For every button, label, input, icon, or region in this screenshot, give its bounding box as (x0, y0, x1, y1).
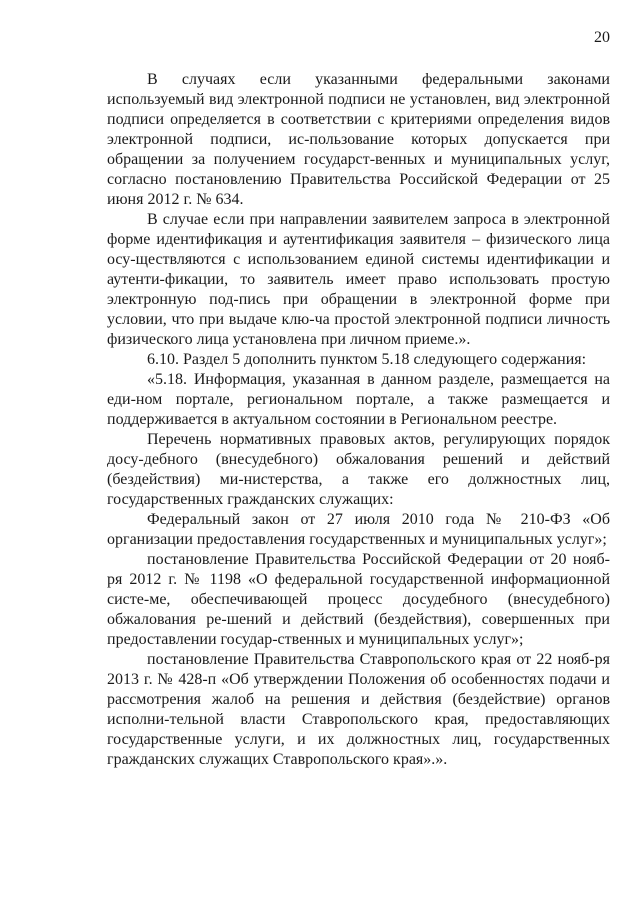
paragraph-amendment-6-10: 6.10. Раздел 5 дополнить пунктом 5.18 следующего содержания: (147, 351, 587, 368)
paragraph-legal-acts-list-intro: Перечень нормативных правовых актов, регулирующих порядок досу-дебного (внесудебного) обжалования решений и действий (бездействия) ми-нистерства, а также его должностных лиц, государственных гражданских служащих: (107, 431, 610, 508)
paragraph-resolution-1198: постановление Правительства Российской Федерации от 20 нояб-ря 2012 г. № 1198 «О федеральной государственной информационной систе-ме, обеспечивающей процесс досудебного (внесудебного) обжалования ре-шений и действий (бездействия), совершенных при предоставлении государ-ственных и муниципальных услуг»; (107, 551, 610, 648)
document-body (107, 70, 610, 770)
page-number: 20 (594, 29, 610, 46)
paragraph-resolution-428p: постановление Правительства Ставропольского края от 22 нояб-ря 2013 г. № 428-п «Об утверждении Положения об особенностях подачи и рассмотрения жалоб на решения и действия (бездействие) органов исполни-тельной власти Ставропольского края, предоставляющих государственные услуги, и их должностных лиц, государственных гражданских служащих Ставропольского края».». (107, 651, 610, 768)
paragraph-federal-law-210: Федеральный закон от 27 июля 2010 года № 210-ФЗ «Об организации предоставления государственных и муниципальных услуг»; (107, 511, 610, 548)
paragraph-identification: В случае если при направлении заявителем запроса в электронной форме идентификация и аутентификация заявителя – физического лица осу-ществляются с использованием единой системы идентификации и аутенти-фикации, то заявитель имеет право использовать простую электронную под-пись при обращении в электронной форме при условии, что при выдаче клю-ча простой электронной подписи личность физического лица установлена при личном приеме.». (107, 211, 610, 348)
paragraph-esign-type: В случаях если указанными федеральными законами используемый вид электронной подписи не установлен, вид электронной подписи определяется в соответствии с критериями определения видов электронной подписи, ис-пользование которых допускается при обращении за получением государст-венных и муниципальных услуг, согласно постановлению Правительства Российской Федерации от 25 июня 2012 г. № 634. (107, 71, 610, 208)
paragraph-clause-5-18: «5.18. Информация, указанная в данном разделе, размещается на еди-ном портале, региональном портале, а также размещается и поддерживается в актуальном состоянии в Региональном реестре. (107, 371, 610, 428)
